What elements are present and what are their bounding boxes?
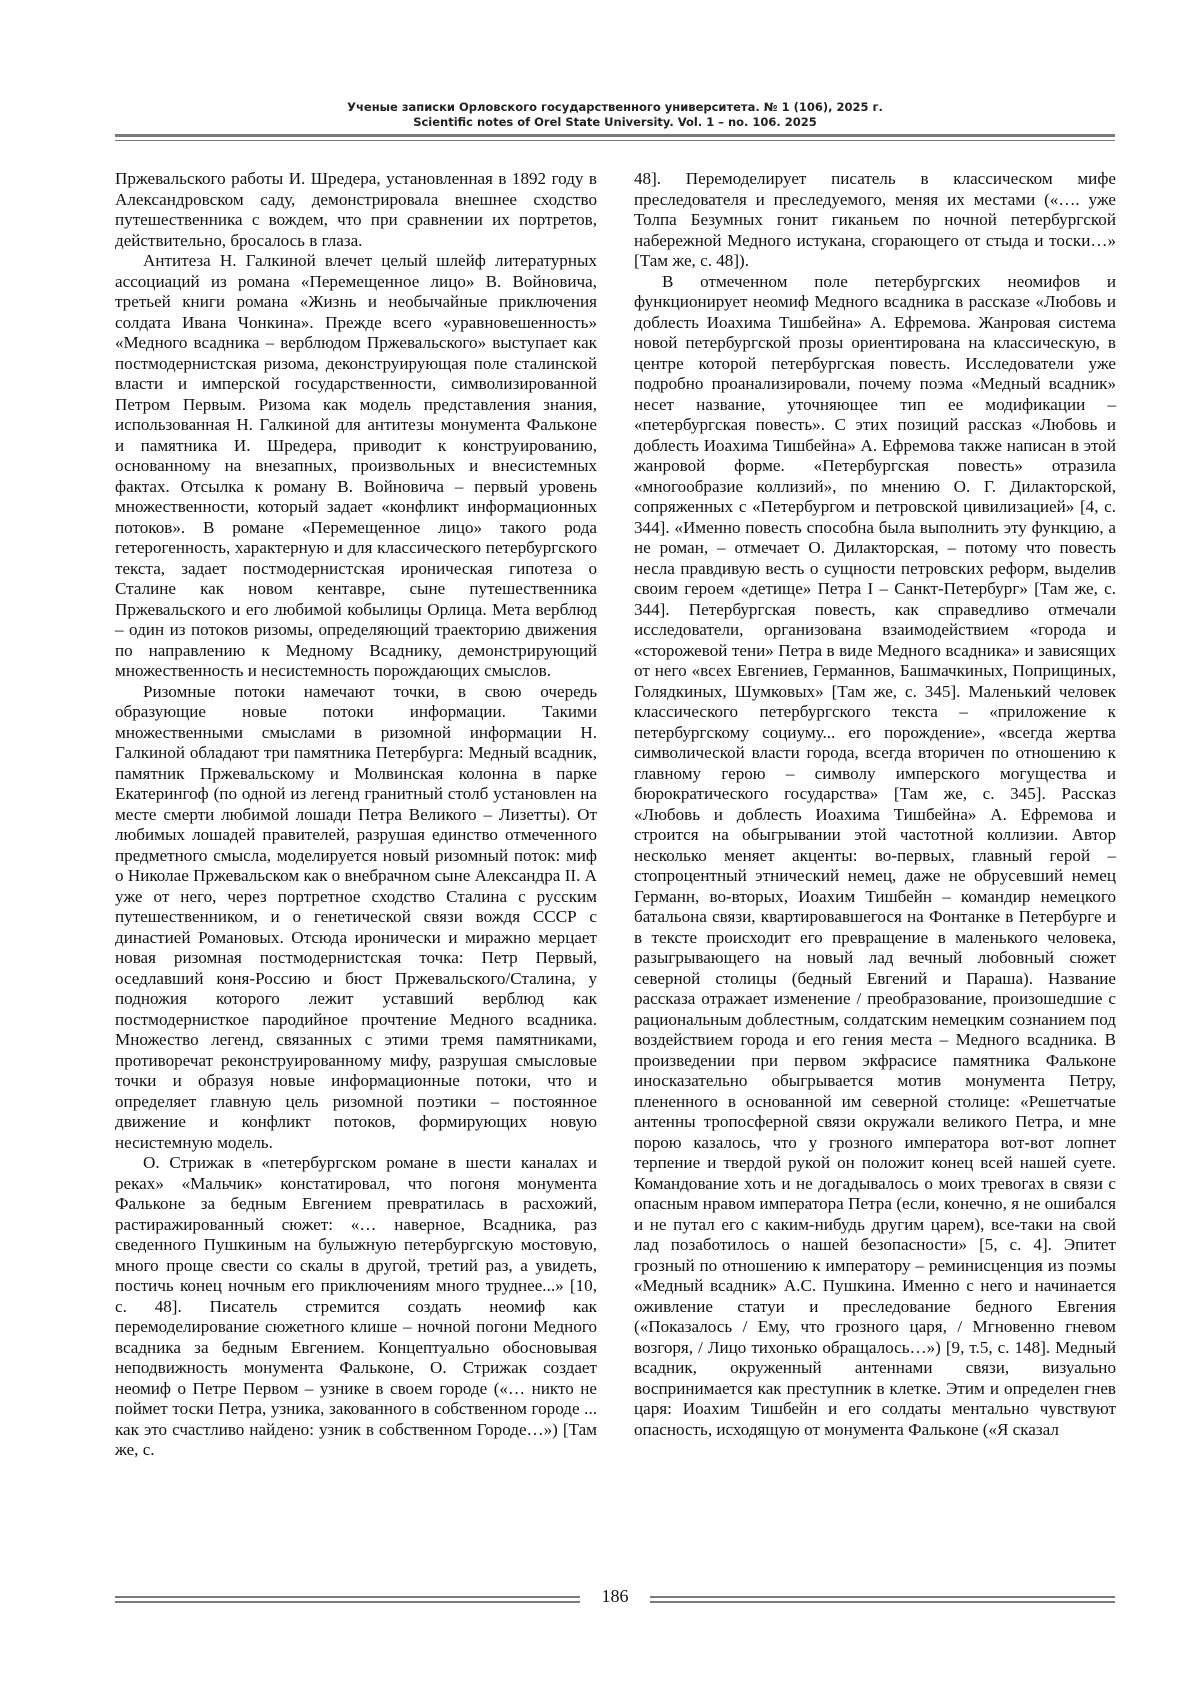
page-number: 186 bbox=[601, 1586, 629, 1606]
paragraph: В отмеченном поле петербургских неомифов и функционирует неомиф Медного всадника в рассказе «Любовь и доблесть Иоахима Тишбейна» А. Ефремова. Жанровая система новой петербургской прозы ориентирована на классическую, в центре которой петербургская повесть. Исследователи уже подробно проанализировали, почему поэма «Медный всадник» несет название, уточняющее тип ее модификации – «петербургская повесть». С этих позиций рассказ «Любовь и доблесть Иоахима Тишбейна» А. Ефремова также написан в этой жанровой форме. «Петербургская повесть» отразила «многообразие коллизий», по мнению О. Г. Дилакторской, сопряженных с «Петербургом и петровской цивилизацией» [4, с. 344]. «Именно повесть способна была выполнить эту функцию, а не роман, – отмечает О. Дилакторская, – потому что повесть несла правдивую весть о сущности петровских реформ, выделив своим героем «детище» Петра I – Санкт-Петербург» [Там же, с. 344]. Петербургская повесть, как справедливо отмечали исследователи, организована взаимодействием «города и «сторожевой тени» Петра в виде Медного всадника» и зависящих от него «всех Евгениев, Германнов, Башмачкиных, Поприщиных, Голядкиных, Шумковых» [Там же, с. 345]. Маленький человек классического петербургского текста – «приложение к петербургскому социуму... его порождение», «всегда жертва символической власти города, всегда вторичен по отношению к главному герою – символу имперского могущества и бюрократического государства» [Там же, с. 345]. Рассказ «Любовь и доблесть Иоахима Тишбейна» А. Ефремова и строится на обыгрывании этой частотной коллизии. Автор несколько меняет акценты: во-первых, главный герой – стопроцентный этнический немец, даже не обрусевший немец Германн, во-вторых, Иоахим Тишбейн – командир немецкого батальона связи, квартировавшегося на Фонтанке в Петербурге и в тексте происходит его превращение в маленького человека, разыгрывающего на новый лад вечный любовный сюжет северной столицы (бедный Евгений и Параша). Название рассказа отражает изменение / преобразование, произошедшие с рациональным доблестным, солдатским немецким сознанием под воздействием города и его гения места – Медного всадника. В произведении при первом экфрасисе памятника Фальконе иносказательно обыгрывается мотив монумента Петру, плененного в основанной им северной столице: «Решетчатые антенны тропосферной связи окружали великого Петра, и мне порою казалось, что у грозного императора вот-вот лопнет терпение и твердой рукой он положит конец всей нашей суете. Командование хоть и не догадывалось о моих тревогах в связи с опасным нравом императора Петра (если, конечно, я не ошибался и не путал его с каким-нибудь другим царем), все-таки на свой лад позаботилось о нашей безопасности» [5, с. 4]. Эпитет грозный по отношению к императору – реминисценция из поэмы «Медный всадник» А.С. Пушкина. Именно с него и начинается оживление статуи и преследование бедного Евгения («Показалось / Ему, что грозного царя, / Мгновенно гневом возгоря, / Лицо тихонько обращалось…») [9, т.5, с. 148]. Медный всадник, окруженный антеннами связи, визуально воспринимается как преступник в клетке. Этим и определен гнев царя: Иоахим Тишбейн и его солдаты ментально чувствуют опасность, исходящую от монумента Фальконе («Я сказал bbox=[634, 271, 1116, 1439]
paragraph: Антитеза Н. Галкиной влечет целый шлейф литературных ассоциаций из романа «Перемещенное лицо» В. Войновича, третьей книги романа «Жизнь и необычайные приключения солдата Ивана Чонкина». Прежде всего «уравновешенность» «Медного всадника – верблюдом Пржевальского» выступает как постмодернистская ризома, деконструирующая поле сталинской власти и имперской государственности, символизированной Петром Первым. Ризома как модель представления знания, использованная Н. Галкиной для антитезы монумента Фальконе и памятника И. Шредера, приводит к конструированию, основанному на внезапных, произвольных и внесистемных фактах. Отсылка к роману В. Войновича – первый уровень множественности, который задает «конфликт информационных потоков». В романе «Перемещенное лицо» такого рода гетерогенность, характерную и для классического петербургского текста, задает постмодернистская ироническая гипотеза о Сталине как новом кентавре, сыне путешественника Пржевальского и его любимой кобылицы Орлица. Мета верблюд – один из потоков ризомы, определяющий траекторию движения по направлению к Медному Всаднику, демонстрирующий множественность и несистемность порождающих смыслов. bbox=[115, 251, 597, 680]
footer-rule-left-2 bbox=[115, 1601, 580, 1603]
header-line-en: Scientific notes of Orel State University. Vol. 1 – no. 106. 2025 bbox=[413, 115, 817, 129]
journal-header bbox=[115, 100, 1115, 130]
footer-rule-left bbox=[115, 1596, 580, 1598]
footer-rule-right-2 bbox=[650, 1601, 1115, 1603]
left-column bbox=[115, 169, 597, 1461]
paragraph: 48]. Перемоделирует писатель в классическом мифе преследователя и преследуемого, меняя их местами («…. уже Толпа Безумных гонит гиканьем по ночной петербургской набережной Медного истукана, сгорающего от стыда и тоски…» [Там же, с. 48]). bbox=[634, 169, 1116, 270]
paragraph: О. Стрижак в «петербургском романе в шести каналах и реках» «Мальчик» констатировал, что погоня монумента Фальконе за бедным Евгением превратилась в расхожий, растиражированный сюжет: «… наверное, Всадника, раз сведенного Пушкиным на булыжную петербургскую мостовую, много проще свести со скалы в другой, третий раз, а увидеть, постичь конец ночным его приключениям много труднее...» [10, с. 48]. Писатель стремится создать неомиф как перемоделирование сюжетного клише – ночной погони Медного всадника за бедным Евгением. Концептуально обосновывая неподвижность монумента Фальконе, О. Стрижак создает неомиф о Петре Первом – узнике в своем городе («… никто не поймет тоски Петра, узника, закованного в собственном городе ... как это счастливо найдено: узник в собственном Городе…») [Там же, с. bbox=[115, 1153, 597, 1459]
footer-rule-right bbox=[650, 1596, 1115, 1598]
header-rule-bottom bbox=[115, 140, 1115, 141]
header-line-ru: Ученые записки Орловского государственного университета. № 1 (106), 2025 г. bbox=[347, 100, 883, 114]
right-column bbox=[634, 169, 1116, 1440]
header-rule-top bbox=[115, 134, 1115, 137]
paragraph: Пржевальского работы И. Шредера, установленная в 1892 году в Александровском саду, демонстрировала внешнее сходство путешественника с вождем, что при сравнении их портретов, действительно, бросалось в глаза. bbox=[115, 169, 597, 250]
paragraph: Ризомные потоки намечают точки, в свою очередь образующие новые потоки информации. Такими множественными смыслами в ризомной информации Н. Галкиной обладают три памятника Петербурга: Медный всадник, памятник Пржевальскому и Молвинская колонна в парке Екатерингоф (по одной из легенд гранитный столб установлен на месте смерти любимой лошади Петра Великого – Лизетты). От любимых лошадей правителей, разрушая единство отмеченного предметного смысла, моделируется новый ризомный поток: миф о Николае Пржевальском как о внебрачном сыне Александра II. А уже от него, через портретное сходство Сталина с русским путешественником, и о генетической связи вождя СССР с династией Романовых. Отсюда иронически и миражно мерцает новая ризомная постмодернистская точка: Петр Первый, оседлавший коня-Россию и бюст Пржевальского/Сталина, у подножия которого лежит уставший верблюд как постмодернисткое пародийное прочтение Медного всадника. Множество легенд, связанных с этими тремя памятниками, противоречат реконструированному мифу, разрушая смысловые точки и образуя новые информационные потоки, что и определяет главную цель ризомной поэтики – постоянное движение и конфликт потоков, формирующих новую несистемную модель. bbox=[115, 681, 597, 1152]
